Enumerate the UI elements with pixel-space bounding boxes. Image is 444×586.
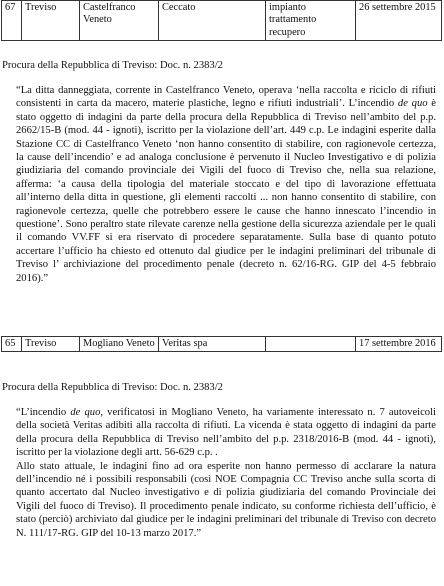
- table-row: [2, 1, 442, 41]
- record-type: [266, 337, 356, 352]
- quote-text: è stato oggetto di indagini da parte della procura della Repubblica di Treviso nell’ambito del p.p. 2662/15-B (mod. 44 - ignoti), iscritto per la violazione dell’art. 449 c.p. Le indagini esperite dalla Stazione CC di Castelfranco Veneto ‘non hanno consentito di stabilire, con ragionevole certezza, la cause dell’incendio’ e ad analoga conclusione è pervenuto il Nucleo Investigativo e di polizia giudiziaria del comando provinciale dei Vigili del fuoco di Treviso che, nella sua relazione, afferma: ‘a causa della tipologia del materiale stoccato e del tipo di lavorazione effettuata all’interno della ditta in questione, gli elementi raccolti ... non hanno consentito di stabilire, con ragionevole certezza, quelle che potrebbero essere le cause che hanno innescato l’incendio in questione’. Sono peraltro state rilevate carenze nella gestione della sicurezza aziendale per le quali il comando VV.FF si era riservato di procedere separatamente. Sulla base di quanto potuto accertare l’ufficio ha chiesto ed ottenuto dal giudice per le indagini preliminari del tribunale di Treviso l’ archiviazione del procedimento penale (decreto n. 62/16-RG. GIP del 4-5 febbraio 2016).”: [16, 98, 436, 284]
- table-row: [2, 337, 442, 352]
- record-date: 17 settembre 2016: [356, 337, 442, 352]
- quote-paragraph: Allo stato attuale, le indagini fino ad ora esperite non hanno permesso di acclarare la natura dell’incendio né i possibili responsabili (così NOE Compagnia CC Treviso anche sulla scorta di quanto accertato dal Nucleo investigativo e di polizia giudiziaria del comando Provinciale dei Vigili del fuoco di Treviso). Il procedimento penale indicato, su conforme richiesta dell’ufficio, è stato (perciò) archiviato dal giudice per le indagini preliminari del tribunale di Treviso con decreto N. 111/17-RG. GIP del 10-13 marzo 2017.”: [16, 460, 436, 539]
- record-table-65: [1, 336, 442, 352]
- quote-block: [16, 406, 436, 540]
- quote-block: [16, 84, 436, 285]
- record-company: Veritas spa: [159, 337, 266, 352]
- record-table-67: [1, 0, 442, 41]
- quote-text: “La ditta danneggiata, corrente in Castelfranco Veneto, operava ‘nella raccolta e riciclo di rifiuti consistenti in carta da macero, materie plastiche, legno e rifiuti industriali’. L’incendio: [16, 85, 436, 110]
- quote-emphasis: de quo: [70, 407, 101, 418]
- quote-paragraph: [16, 84, 436, 285]
- record-type: impianto trattamento recupero: [266, 1, 356, 41]
- quote-text: “L’incendio: [16, 407, 71, 418]
- record-province: Treviso: [22, 1, 80, 41]
- record-location: Castelfranco Veneto: [80, 1, 159, 41]
- record-company: Ceccato: [159, 1, 266, 41]
- quote-paragraph: [16, 406, 436, 460]
- quote-emphasis: de quo: [397, 98, 428, 110]
- quote-text: , verificatosi in Mogliano Veneto, ha variamente interessato n. 7 autoveicoli della società Veritas adibiti alla raccolta di rifiuti. La vicenda è stata oggetto di indagini da parte della procura della Repubblica di Treviso nell’ambito del p.p. 2318/2016-B (mod. 44 - ignoti), iscritto per la violazione degli artt. 56-629 c.p. .: [16, 407, 436, 459]
- source-reference: Procura della Repubblica di Treviso: Doc. n. 2383/2: [2, 382, 223, 393]
- source-reference: Procura della Repubblica di Treviso: Doc. n. 2383/2: [2, 60, 223, 71]
- record-date: 26 settembre 2015: [356, 1, 442, 41]
- record-location: Mogliano Veneto: [80, 337, 159, 352]
- record-number: 65: [2, 337, 22, 352]
- record-number: 67: [2, 1, 22, 41]
- record-province: Treviso: [22, 337, 80, 352]
